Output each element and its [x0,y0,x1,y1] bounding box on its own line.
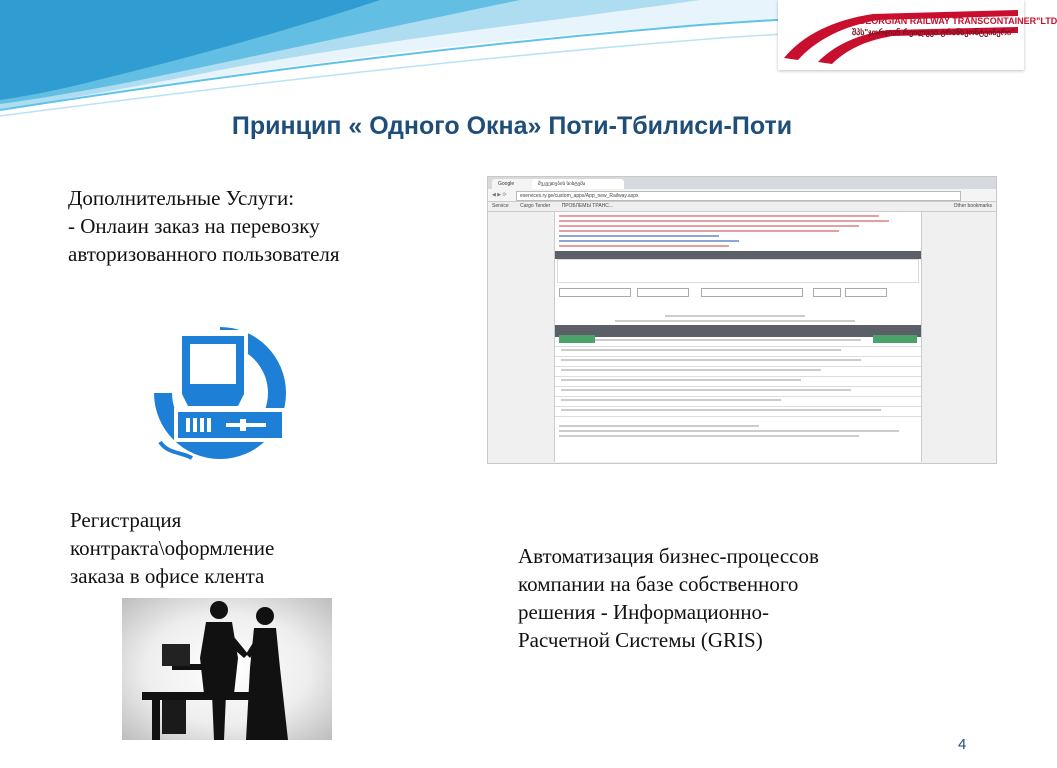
bookmark-item[interactable]: ПРОБЛЕМЫ ТРАНС... [561,203,614,209]
order-system-screenshot [487,176,997,464]
table-header [555,325,921,337]
registration-line-3: заказа в офисе клента [70,564,265,588]
notice-line [559,220,889,222]
notice-line [559,215,879,217]
page-content [554,212,922,462]
filter-select[interactable] [701,288,803,297]
registration-line-1: Регистрация [70,508,182,532]
page-number: 4 [958,736,967,753]
automation-line-2: компании на базе собственного [518,572,799,596]
add-order-button[interactable] [559,335,595,343]
computer-icon [152,324,290,464]
filter-row [555,283,921,297]
services-text [68,184,340,268]
browser-tab-bar [488,177,996,189]
orders-header-bar [555,251,921,259]
automation-line-3: решения - Информационно- [518,600,770,624]
link-line [559,240,739,242]
submit-button[interactable] [873,335,917,343]
registration-line-2: контракта\оформление [70,536,275,560]
footer-line [559,430,899,432]
footer-line [559,425,759,427]
table-row [555,399,921,407]
logo-company-name-ka: შპს"ჯორჯიან რეილვეი ტრანსკონტეინერი" [852,28,1015,37]
bookmark-item[interactable]: Cargo Tender [520,203,551,209]
automation-line-1: Автоматизация бизнес-процессов [518,544,819,568]
slide-title: Принцип « Одного Окна» Поти-Тбилиси-Поти [231,112,793,140]
notice-line [559,245,729,247]
notice-line [559,230,839,232]
orders-empty-panel [557,259,919,283]
table-row [555,369,921,377]
services-line-2: авторизованного пользователя [68,242,340,266]
filter-select[interactable] [813,288,841,297]
bookmark-item[interactable]: Service [492,203,509,209]
table-row [555,339,921,347]
table-row [555,359,921,367]
filter-input[interactable] [845,288,887,297]
filter-input[interactable] [559,288,631,297]
address-input[interactable]: eservices.ry.ge/custom_apps/App_new_Railway.aspx [516,191,961,201]
logo-company-name: "GEORGIAN RAILWAY TRANSCONTAINER"LTD [854,16,1057,26]
table-row [555,349,921,357]
table-row [555,379,921,387]
filter-select[interactable] [637,288,689,297]
other-bookmarks[interactable]: Other bookmarks [953,203,992,209]
link-line [559,235,719,237]
browser-tab[interactable]: Google [492,179,540,189]
table-row [555,409,921,417]
registration-text [70,506,274,590]
nav-arrows-icon[interactable]: ◀ ▶ ⟳ [492,192,507,198]
table-caption-line [665,315,805,317]
office-meeting-photo [122,598,332,740]
bookmarks-bar [488,202,996,212]
services-line-1: - Онлаин заказ на перевозку [68,214,320,238]
tariff-table [555,315,921,437]
services-heading: Дополнительные Услуги: [68,186,295,210]
automation-line-4: Расчетной Системы (GRIS) [518,628,763,652]
table-row [555,389,921,397]
browser-address-bar [488,189,996,202]
browser-tab-active[interactable]: შეკვეთების სისტემა [532,179,624,189]
table-caption-line [615,320,855,322]
notice-line [559,225,859,227]
company-logo [778,0,1057,70]
automation-text [518,542,819,654]
footer-line [559,435,859,437]
